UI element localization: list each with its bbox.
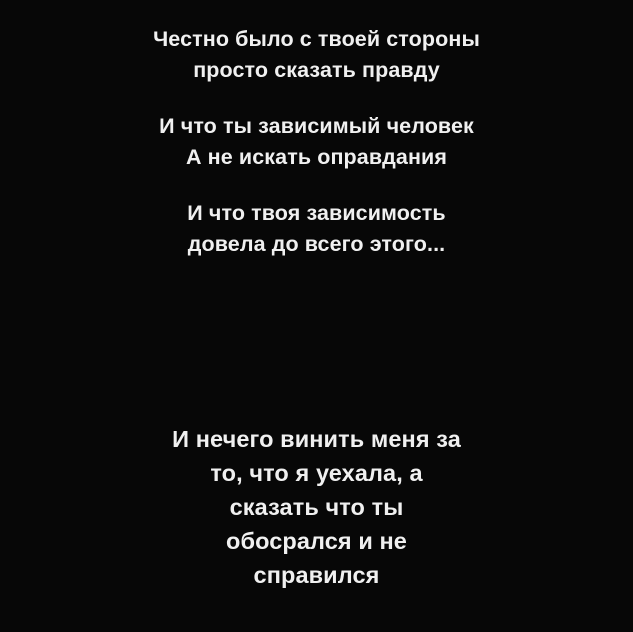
text-line: И что ты зависимый человек xyxy=(159,114,474,138)
text-line: А не искать оправдания xyxy=(185,145,447,169)
text-line: Честно было с твоей стороны xyxy=(153,27,480,51)
text-line: обосрался и не xyxy=(226,528,407,554)
text-line: довела до всего этого... xyxy=(187,232,446,256)
text-stanza-4 xyxy=(0,422,633,592)
text-line: И что твоя зависимость xyxy=(187,201,446,225)
text-stanza-3 xyxy=(0,198,633,260)
text-stanza-2 xyxy=(0,111,633,173)
text-line: И нечего винить меня за xyxy=(172,426,461,452)
text-line: справился xyxy=(253,562,380,588)
text-line: просто сказать правду xyxy=(193,58,440,82)
text-stanza-1 xyxy=(0,24,633,86)
text-line: сказать что ты xyxy=(229,494,404,520)
text-line: то, что я уехала, а xyxy=(210,460,423,486)
